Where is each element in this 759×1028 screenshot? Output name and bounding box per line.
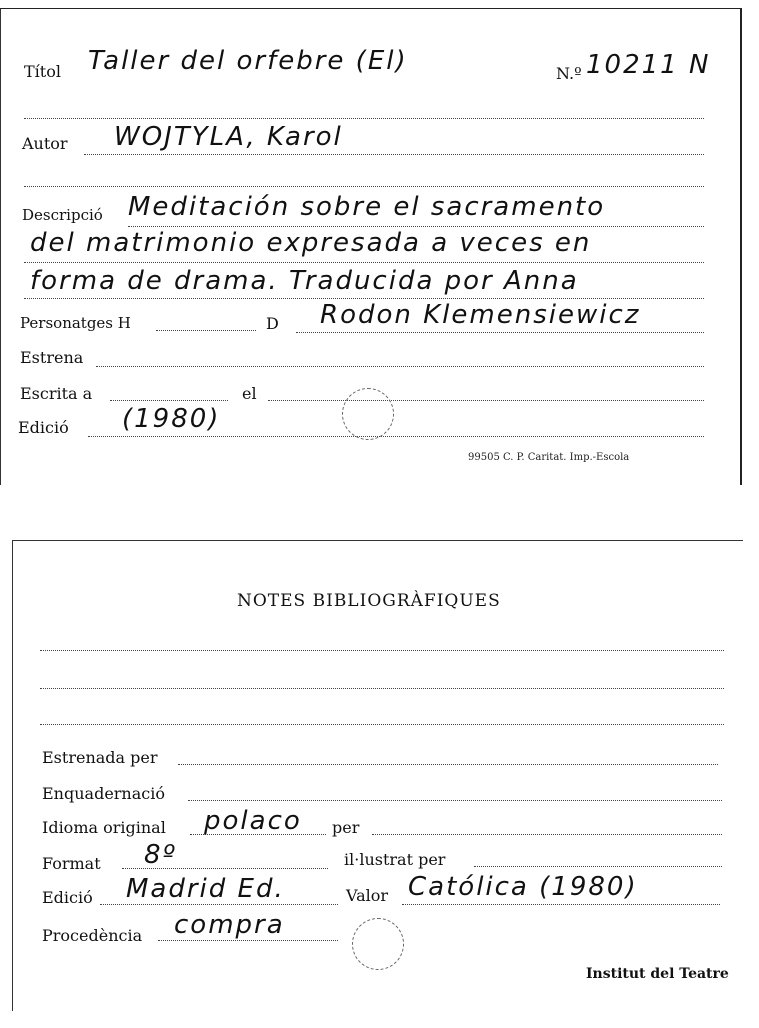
format-value: 8º	[144, 840, 177, 870]
valor-value: Católica (1980)	[408, 872, 638, 902]
illustrat-line	[474, 866, 722, 867]
personatges-value: Rodon Klemensiewicz	[320, 300, 641, 330]
institution-imprint: Institut del Teatre	[586, 966, 729, 982]
notes-line-2	[40, 688, 724, 689]
personatges-h-line	[156, 330, 256, 331]
idioma-per-label: per	[332, 818, 360, 837]
estrenada-label: Estrenada per	[42, 748, 158, 767]
escrita-line	[110, 400, 228, 401]
edicio-value: (1980)	[122, 404, 221, 434]
procedencia-line	[158, 940, 338, 941]
valor-label: Valor	[346, 886, 389, 905]
descripcio-line-1: Meditación sobre el sacramento	[128, 192, 606, 222]
notes-line-3	[40, 724, 724, 725]
autor-label: Autor	[22, 134, 68, 153]
titol-continuation-line	[24, 118, 704, 119]
edicio-bottom-label: Edició	[42, 888, 93, 907]
descripcio-rule-2	[24, 262, 704, 263]
descripcio-rule-1	[128, 226, 704, 227]
enquadernacio-line	[188, 800, 722, 801]
autor-continuation-line	[24, 186, 704, 187]
titol-label: Títol	[24, 62, 61, 81]
personatges-d-label: D	[266, 314, 279, 333]
edicio-bottom-line	[100, 904, 338, 905]
idioma-per-line	[372, 834, 722, 835]
notes-title: NOTES BIBLIOGRÀFIQUES	[237, 591, 501, 611]
autor-value: WOJTYLA, Karol	[114, 122, 343, 152]
valor-line	[402, 904, 720, 905]
estrena-label: Estrena	[20, 348, 84, 367]
autor-line	[84, 154, 704, 155]
punch-hole-bottom	[352, 918, 404, 970]
estrena-line	[96, 366, 704, 367]
punch-hole-top	[342, 388, 394, 440]
notes-line-1	[40, 650, 724, 651]
estrenada-line	[178, 764, 718, 765]
numero-label: N.º	[556, 64, 582, 83]
format-label: Format	[42, 854, 101, 873]
descripcio-rule-3	[24, 298, 704, 299]
idioma-label: Idioma original	[42, 818, 166, 837]
edicio-bottom-value: Madrid Ed.	[126, 874, 285, 904]
descripcio-label: Descripció	[22, 206, 103, 224]
descripcio-line-3: forma de drama. Traducida por Anna	[30, 266, 579, 296]
edicio-line	[88, 436, 704, 437]
escrita-label: Escrita a	[20, 384, 93, 403]
escrita-el-line	[268, 400, 704, 401]
enquadernacio-label: Enquadernació	[42, 784, 165, 803]
numero-value: 10211 N	[586, 50, 711, 80]
titol-value: Taller del orfebre (El)	[88, 46, 408, 76]
personatges-label: Personatges H	[20, 314, 131, 332]
format-illustrat-label: il·lustrat per	[344, 850, 446, 869]
personatges-d-line	[296, 332, 704, 333]
descripcio-line-2: del matrimonio expresada a veces en	[30, 228, 592, 258]
idioma-value: polaco	[204, 806, 302, 836]
edicio-label: Edició	[18, 418, 69, 437]
printer-imprint: 99505 C. P. Caritat. Imp.-Escola	[468, 452, 630, 463]
procedencia-label: Procedència	[42, 926, 143, 945]
procedencia-value: compra	[174, 910, 285, 940]
escrita-el-label: el	[242, 384, 257, 403]
